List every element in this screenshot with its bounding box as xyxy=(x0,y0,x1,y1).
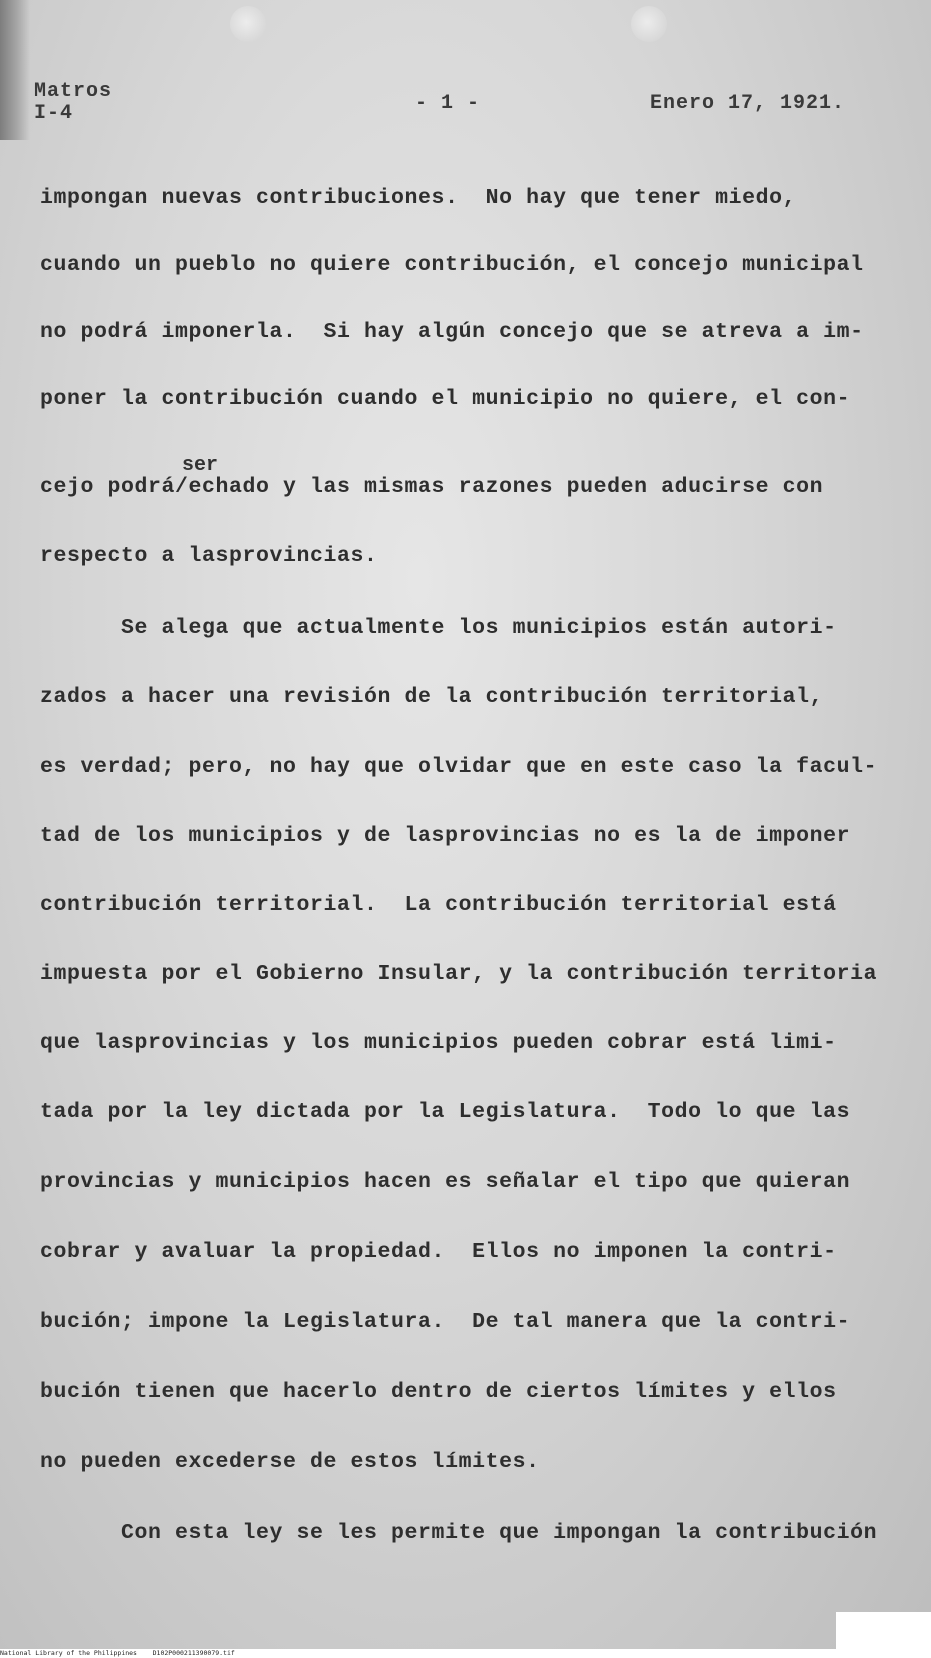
text-line: contribución territorial. La contribución territorial está xyxy=(40,893,837,917)
page-number: - 1 - xyxy=(415,92,481,115)
text-line: tad de los municipios y de lasprovincias no es la de imponer xyxy=(40,824,851,848)
text-line: no podrá imponerla. Si hay algún concejo que se atreva a im- xyxy=(40,320,864,344)
text-line: cuando un pueblo no quiere contribución, el concejo municipal xyxy=(40,253,864,277)
text-line: no pueden excederse de estos límites. xyxy=(40,1450,540,1474)
header-code: I-4 xyxy=(34,102,74,125)
text-line: que lasprovincias y los municipios pueden cobrar está limi- xyxy=(40,1031,837,1055)
text-line: provincias y municipios hacen es señalar el tipo que quieran xyxy=(40,1170,851,1194)
punch-hole xyxy=(230,6,266,42)
text-line: zados a hacer una revisión de la contribución territorial, xyxy=(40,685,824,709)
handwritten-insertion: ser xyxy=(182,454,219,477)
header-name: Matros xyxy=(34,80,113,103)
text-line: impuesta por el Gobierno Insular, y la contribución territoria xyxy=(40,962,878,986)
scan-footer: National Library of the Philippines D102P000211390079.tif xyxy=(0,1649,931,1658)
text-line: Con esta ley se les permite que impongan la contribución xyxy=(40,1521,878,1545)
punch-hole xyxy=(631,6,667,42)
text-line: respecto a lasprovincias. xyxy=(40,544,378,568)
text-line: impongan nuevas contribuciones. No hay que tener miedo, xyxy=(40,186,797,210)
text-line: cobrar y avaluar la propiedad. Ellos no imponen la contri- xyxy=(40,1240,837,1264)
text-line: bución tienen que hacerlo dentro de ciertos límites y ellos xyxy=(40,1380,837,1404)
text-line: es verdad; pero, no hay que olvidar que en este caso la facul- xyxy=(40,755,878,779)
header-date: Enero 17, 1921. xyxy=(650,92,846,115)
text-line: bución; impone la Legislatura. De tal manera que la contri- xyxy=(40,1310,851,1334)
page-edge-shadow xyxy=(0,0,30,140)
text-line: poner la contribución cuando el municipio no quiere, el con- xyxy=(40,387,851,411)
text-line: tada por la ley dictada por la Legislatura. Todo lo que las xyxy=(40,1100,851,1124)
text-line: Se alega que actualmente los municipios están autori- xyxy=(40,616,837,640)
text-line: cejo podrá/echado y las mismas razones pueden aducirse con xyxy=(40,475,824,499)
